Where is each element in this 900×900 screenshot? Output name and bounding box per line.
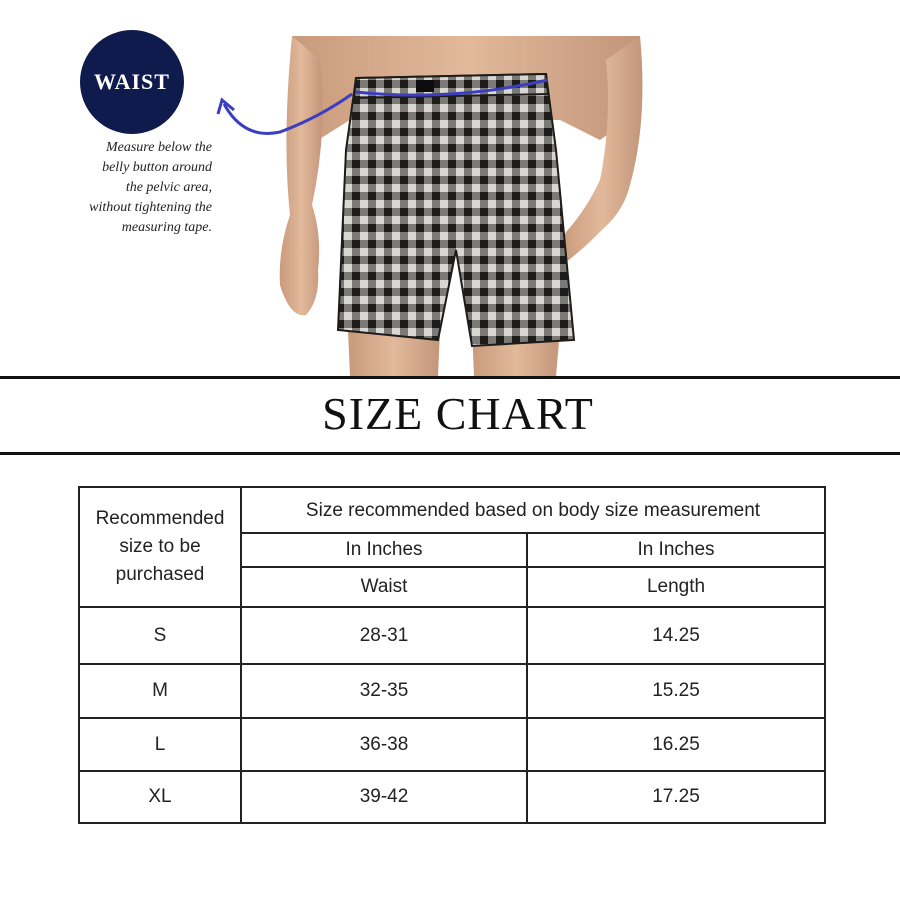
table-row bbox=[79, 607, 825, 664]
size-cell: M bbox=[79, 664, 241, 718]
table-row bbox=[79, 718, 825, 771]
recommended-size-header: Recommended size to be purchased bbox=[79, 487, 241, 607]
length-cell: 16.25 bbox=[527, 718, 825, 771]
instruction-line: measuring tape. bbox=[121, 220, 212, 235]
instruction-line: belly button around bbox=[102, 160, 212, 175]
instruction-line: Measure below the bbox=[105, 140, 212, 155]
waist-cell: 32-35 bbox=[241, 664, 527, 718]
divider-bottom bbox=[0, 452, 900, 455]
instruction-line: without tightening the bbox=[89, 200, 212, 215]
length-cell: 17.25 bbox=[527, 771, 825, 823]
size-cell: S bbox=[79, 607, 241, 664]
table-header-row bbox=[79, 487, 825, 533]
instruction-line: the pelvic area, bbox=[125, 180, 212, 195]
product-illustration bbox=[0, 0, 900, 378]
table-row bbox=[79, 664, 825, 718]
table-row bbox=[79, 771, 825, 823]
label-tag bbox=[416, 80, 434, 92]
waist-badge bbox=[80, 30, 184, 134]
size-cell: L bbox=[79, 718, 241, 771]
measurement-instruction bbox=[40, 138, 212, 238]
column-label-waist: Waist bbox=[241, 567, 527, 607]
length-cell: 15.25 bbox=[527, 664, 825, 718]
column-label-length: Length bbox=[527, 567, 825, 607]
waist-cell: 36-38 bbox=[241, 718, 527, 771]
unit-label-waist: In Inches bbox=[241, 533, 527, 567]
page-title: SIZE CHART bbox=[322, 388, 594, 439]
divider-top bbox=[0, 376, 900, 379]
body-measurement-header: Size recommended based on body size measurement bbox=[241, 487, 825, 533]
unit-label-length: In Inches bbox=[527, 533, 825, 567]
waist-cell: 39-42 bbox=[241, 771, 527, 823]
size-chart-table bbox=[78, 486, 826, 824]
size-cell: XL bbox=[79, 771, 241, 823]
length-cell: 14.25 bbox=[527, 607, 825, 664]
waist-badge-label: WAIST bbox=[94, 69, 170, 94]
waist-cell: 28-31 bbox=[241, 607, 527, 664]
